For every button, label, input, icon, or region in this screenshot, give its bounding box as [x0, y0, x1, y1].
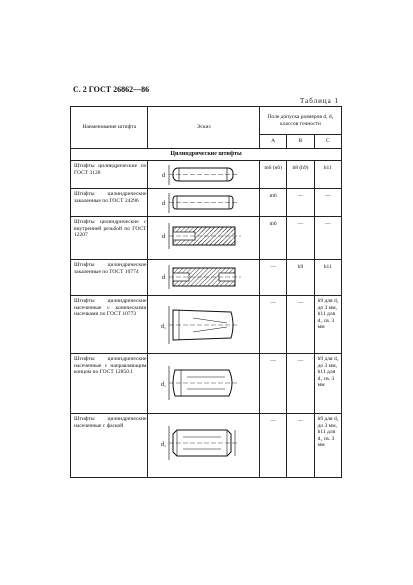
guided-grooved-pin-drawing: [159, 356, 249, 410]
table-row: [71, 161, 342, 189]
pin-name: Штифты цилиндрические насеченные с фаской: [71, 414, 148, 478]
dim-label: d₁: [160, 442, 166, 448]
table-row: [71, 354, 342, 414]
table-label: Таблица 1: [300, 97, 339, 105]
hardened-threaded-pin-drawing: [159, 262, 249, 292]
class-a-value: —: [260, 354, 287, 414]
table-row: [71, 217, 342, 260]
class-b-value: —: [287, 296, 314, 354]
sketch-cell: [148, 296, 260, 354]
chamfered-grooved-pin-drawing: [159, 416, 249, 470]
class-c: C: [314, 135, 341, 149]
class-b-value: —: [287, 414, 314, 478]
class-a-value: —: [260, 260, 287, 296]
class-b-value: —: [287, 354, 314, 414]
col-header-tolerance: Поле допуска размеров d, d₁ классов точности: [260, 107, 342, 135]
class-a-value: m6 (n6): [260, 161, 287, 189]
dim-label: d₁: [160, 324, 166, 330]
page-header: С. 2 ГОСТ 26862—86: [73, 85, 150, 94]
col-header-sketch: Эскиз: [148, 107, 260, 149]
sketch-cell: [148, 260, 260, 296]
class-b-value: —: [287, 189, 314, 217]
class-b-value: —: [287, 217, 314, 260]
class-a: A: [260, 135, 287, 149]
dim-label: d₁: [160, 382, 166, 388]
class-a-value: m6: [260, 217, 287, 260]
sketch-cell: [148, 414, 260, 478]
class-b-value: h8 (h9): [287, 161, 314, 189]
table-row: [71, 189, 342, 217]
conical-grooved-pin-drawing: [159, 298, 249, 352]
table-row: [71, 260, 342, 296]
table-row: [71, 414, 342, 478]
hardened-pin-drawing: [159, 191, 249, 215]
plain-pin-drawing: [159, 163, 249, 187]
dim-label: d: [161, 173, 165, 179]
sketch-cell: [148, 161, 260, 189]
threaded-pin-drawing: [159, 219, 249, 253]
class-c-value: h9 для d₁ до 3 мм, h11 для d₁ св. 3 мм: [314, 296, 341, 354]
class-a-value: —: [260, 296, 287, 354]
pin-name: Штифты цилиндрические закаленные по ГОСТ 24296: [71, 189, 148, 217]
pin-name: Штифты цилиндрические закаленные по ГОСТ 10774: [71, 260, 148, 296]
col-header-name: Наименование штифта: [71, 107, 148, 149]
dim-label: d: [161, 275, 165, 281]
pin-name: Штифты цилиндрические насеченные с коническими насечками по ГОСТ 10773: [71, 296, 148, 354]
class-c-value: h11: [314, 260, 341, 296]
pin-name: Штифты цилиндрические с внутренней резьбой по ГОСТ 12207: [71, 217, 148, 260]
tolerance-table: [70, 106, 342, 478]
class-c-value: h9 для d₁ до 3 мм, h11 для d₁ св. 3 мм: [314, 414, 341, 478]
class-c-value: —: [314, 217, 341, 260]
section-title: Цилиндрические штифты: [71, 149, 342, 161]
pin-name: Штифты цилиндрические по ГОСТ 3128: [71, 161, 148, 189]
class-a-value: m6: [260, 189, 287, 217]
class-b: B: [287, 135, 314, 149]
class-c-value: h11: [314, 161, 341, 189]
class-c-value: h9 для d₁ до 3 мм, h11 для d₁ св. 3 мм: [314, 354, 341, 414]
pin-name: Штифты цилиндрические насеченные с направляющим концом по ГОСТ 12850.1: [71, 354, 148, 414]
class-c-value: —: [314, 189, 341, 217]
sketch-cell: [148, 217, 260, 260]
dim-label: d: [161, 234, 165, 240]
table-row: [71, 296, 342, 354]
sketch-cell: [148, 354, 260, 414]
dim-label: d: [161, 201, 165, 207]
sketch-cell: [148, 189, 260, 217]
class-b-value: h9: [287, 260, 314, 296]
class-a-value: —: [260, 414, 287, 478]
